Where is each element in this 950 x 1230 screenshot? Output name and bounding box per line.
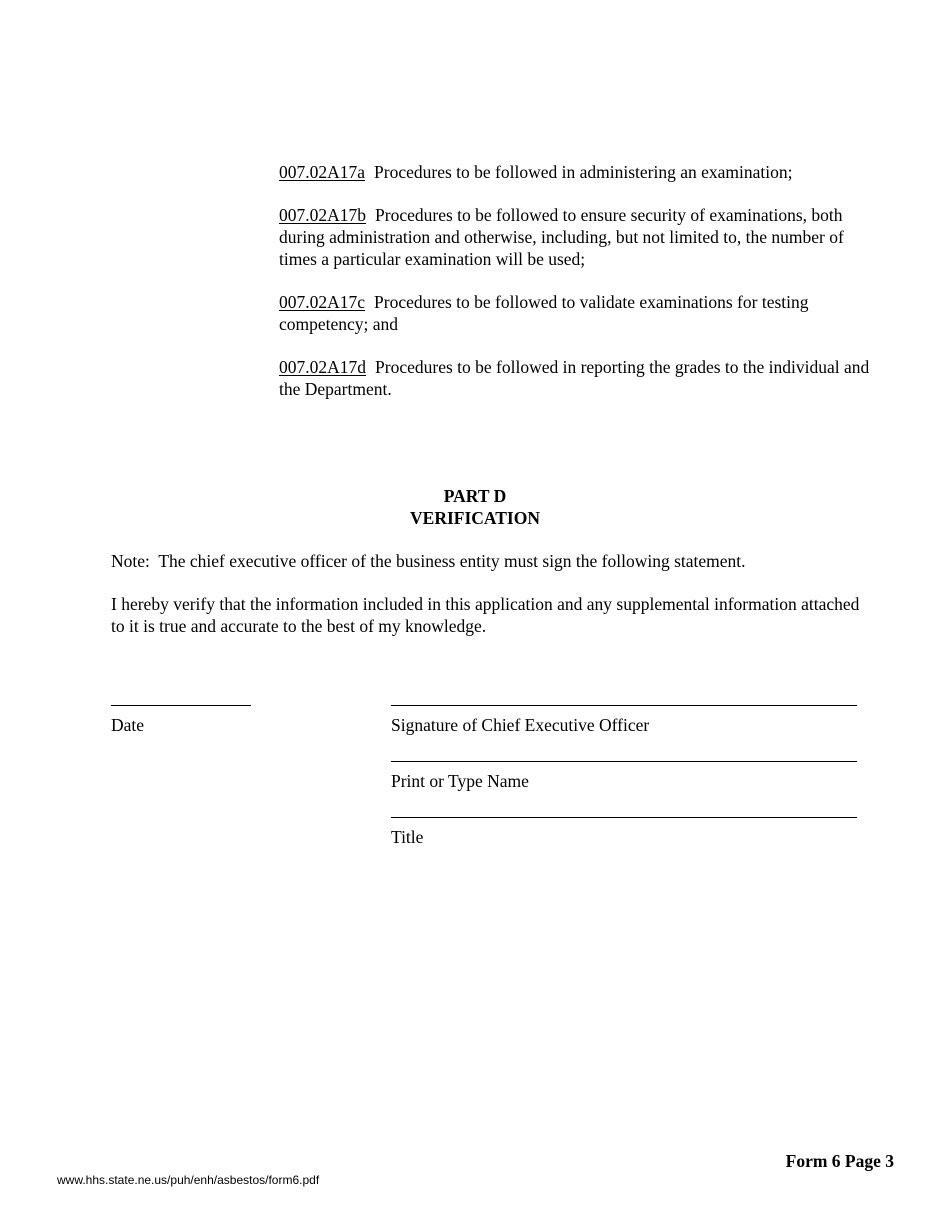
- procedure-item-d: [279, 356, 889, 400]
- signature-line: [391, 705, 857, 706]
- name-line: [391, 761, 857, 762]
- signature-label: Signature of Chief Executive Officer: [391, 715, 650, 735]
- part-heading: PART D: [443, 486, 507, 506]
- procedure-text-a: Procedures to be followed in administering an examination;: [374, 162, 793, 182]
- section-ref-d: 007.02A17d: [279, 357, 367, 377]
- procedure-item-c: [279, 291, 879, 335]
- title-label: Title: [391, 827, 424, 847]
- procedure-item-b: [279, 204, 879, 270]
- page-number: Form 6 Page 3: [785, 1151, 894, 1171]
- procedure-item-a: [279, 161, 889, 183]
- section-ref-b: 007.02A17b: [279, 205, 367, 225]
- section-ref-a: 007.02A17a: [279, 162, 366, 182]
- part-title: VERIFICATION: [410, 508, 540, 528]
- procedure-text-d: Procedures to be followed in reporting the grades to the individual and the Department.: [279, 357, 870, 399]
- procedure-text-b: Procedures to be followed to ensure security of examinations, both during administration and otherwise, including, but not limited to, the number of times a particular examination will be used;: [279, 205, 844, 269]
- verification-statement: I hereby verify that the information included in this application and any supplemental information attached to it is true and accurate to the best of my knowledge.: [111, 594, 860, 636]
- footer-url: www.hhs.state.ne.us/puh/enh/asbestos/form6.pdf: [57, 1173, 320, 1187]
- section-ref-c: 007.02A17c: [279, 292, 366, 312]
- procedure-text-c: Procedures to be followed to validate examinations for testing competency; and: [279, 292, 809, 334]
- print-name-label: Print or Type Name: [391, 771, 529, 791]
- note-text: Note: The chief executive officer of the business entity must sign the following statement.: [111, 551, 746, 571]
- title-line: [391, 817, 857, 818]
- date-label: Date: [111, 715, 145, 735]
- date-signature-line: [111, 705, 251, 706]
